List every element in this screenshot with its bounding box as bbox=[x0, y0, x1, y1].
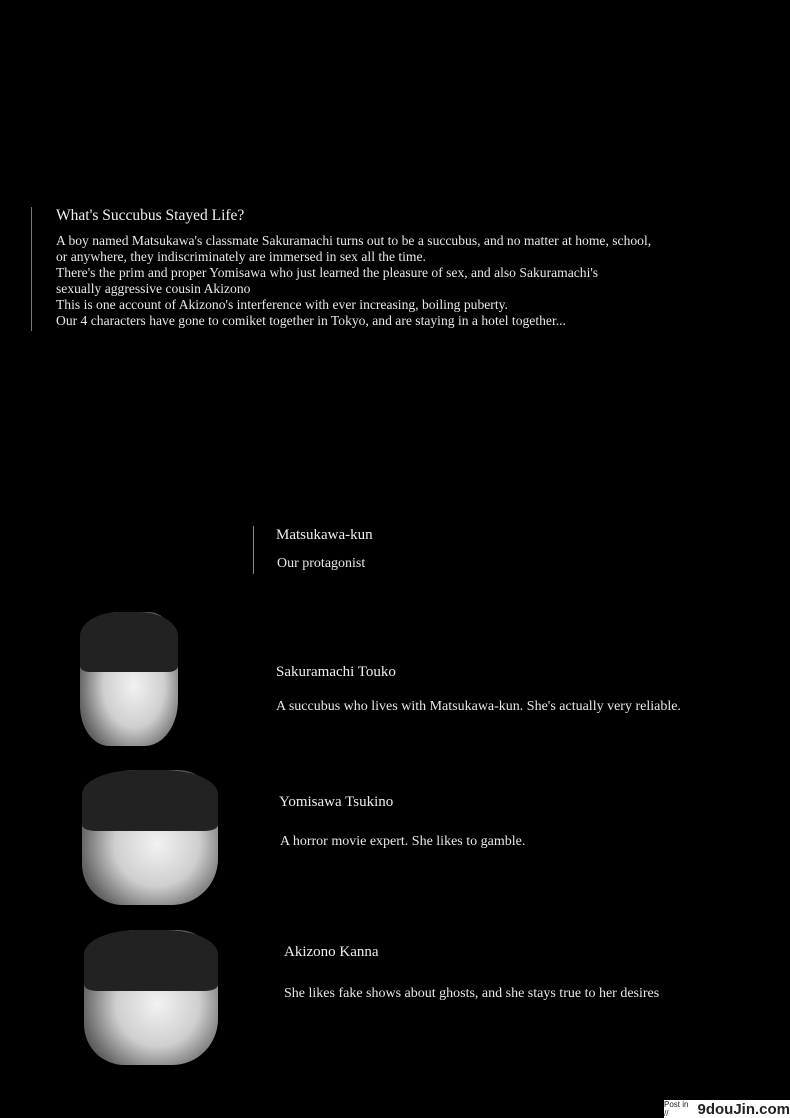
synopsis-line: or anywhere, they indiscriminately are immersed in sex all the time. bbox=[56, 249, 426, 264]
character-description: A horror movie expert. She likes to gamble. bbox=[280, 834, 526, 849]
character-portrait-sakuramachi bbox=[80, 612, 178, 746]
character-portrait-akizono bbox=[84, 930, 218, 1065]
watermark-brand: 9douJin.com bbox=[697, 1100, 790, 1118]
watermark-prefix: Post in // bbox=[664, 1100, 689, 1118]
character-divider bbox=[253, 526, 254, 574]
character-name: Akizono Kanna bbox=[284, 944, 379, 960]
synopsis-line: There's the prim and proper Yomisawa who just learned the pleasure of sex, and also Sakuramachi's bbox=[56, 265, 599, 280]
character-name: Sakuramachi Touko bbox=[276, 664, 396, 680]
character-description: Our protagonist bbox=[277, 556, 366, 571]
synopsis-title: What's Succubus Stayed Life? bbox=[56, 207, 245, 224]
synopsis-line: A boy named Matsukawa's classmate Sakuramachi turns out to be a succubus, and no matter at home, school, bbox=[56, 233, 652, 248]
character-description: A succubus who lives with Matsukawa-kun. She's actually very reliable. bbox=[276, 699, 681, 714]
site-watermark bbox=[664, 1100, 790, 1118]
synopsis-line: sexually aggressive cousin Akizono bbox=[56, 281, 251, 296]
synopsis-line: This is one account of Akizono's interference with ever increasing, boiling puberty. bbox=[56, 297, 508, 312]
character-name: Matsukawa-kun bbox=[276, 527, 373, 543]
character-portrait-yomisawa bbox=[82, 770, 218, 905]
synopsis-line: Our 4 characters have gone to comiket together in Tokyo, and are staying in a hotel together... bbox=[56, 313, 566, 328]
character-description: She likes fake shows about ghosts, and she stays true to her desires bbox=[284, 986, 660, 1001]
character-name: Yomisawa Tsukino bbox=[279, 794, 394, 810]
synopsis-block bbox=[31, 207, 652, 331]
